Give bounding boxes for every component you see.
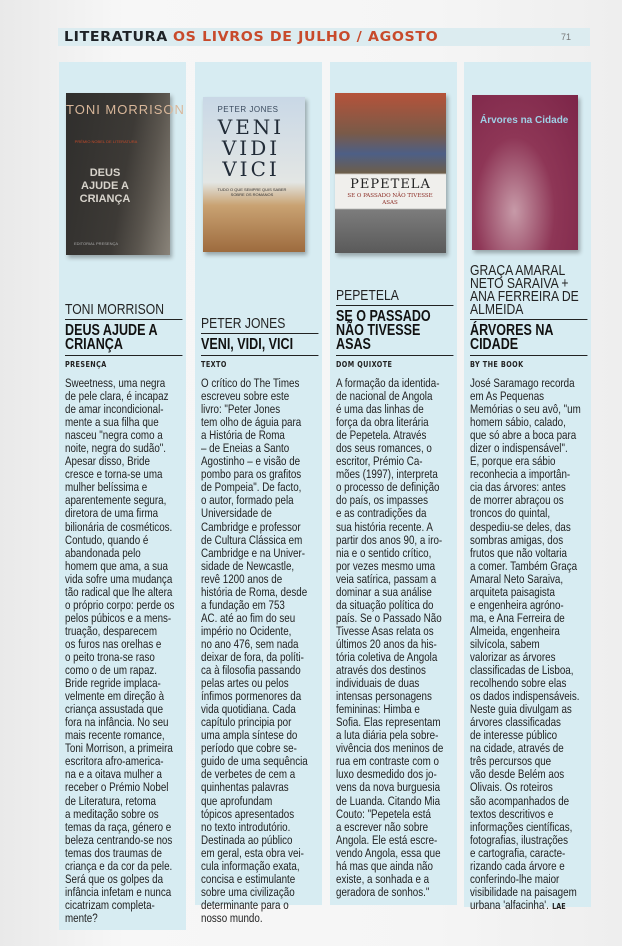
text-line: visibilidade na paisagem — [470, 884, 577, 899]
text-line: mente a sua filha que — [65, 415, 159, 430]
cover-subtitle: TUDO O QUE SEMPRE QUIS SABER SOBRE OS ROMANOS — [217, 187, 287, 197]
text-line: a escrever não sobre — [336, 819, 429, 834]
text-line: determinante para o — [201, 897, 289, 912]
text-line: criança e da cor da pele. — [65, 858, 173, 873]
text-line: Couto: "Pepetela está — [336, 806, 431, 821]
text-line: – de Eneias a Santo — [201, 441, 290, 456]
text-line: dos seus romances, o — [336, 441, 432, 456]
book-title: ÁRVORES NA CIDADE — [470, 320, 587, 356]
text-line: do país, os impasses — [336, 493, 429, 508]
text-line: ma, e Ana Ferreira de — [470, 610, 565, 625]
page-number: 71 — [561, 32, 572, 42]
cover-title: DEUS AJUDE A CRIANÇA — [79, 167, 131, 205]
text-line: concisa e estimulante — [201, 871, 296, 886]
text-line: são acompanhados de — [470, 793, 570, 808]
text-line: de nacional de Angola — [336, 389, 433, 404]
text-line: valorizar as árvores — [470, 649, 556, 664]
text-line: cicatrizam completa- — [65, 897, 155, 912]
book-title: VENI, VIDI, VICI — [201, 334, 318, 356]
text-line: conferindo-lhe maior — [470, 871, 560, 886]
text-line: ca à filosofia passando — [201, 663, 301, 678]
text-line: sombras amigas, dos — [470, 532, 564, 547]
text-line: Agostinho – e visão de — [201, 454, 301, 469]
book-review-4 — [464, 62, 591, 912]
book-meta — [65, 258, 183, 370]
text-line: silvícola, sabem — [470, 636, 540, 651]
text-line: vens da nova burguesia — [336, 780, 441, 795]
review-text — [336, 377, 456, 899]
text-line: história de Roma, desde — [201, 584, 308, 599]
book-author: PEPETELA — [336, 289, 453, 306]
text-line: cula informação exata, — [201, 858, 300, 873]
text-line: criança assustada que — [65, 702, 164, 717]
text-line: tem olho de águia para — [201, 415, 302, 430]
text-line: veia satírica, passam a — [336, 571, 437, 586]
text-line: árvores classificadas — [470, 715, 561, 730]
book-cover — [203, 97, 305, 252]
text-line: diretora de uma firma — [65, 506, 159, 521]
book-review-1 — [59, 62, 186, 930]
text-line: de interesse público — [470, 728, 558, 743]
text-line: a luta diária pela sobre- — [336, 728, 439, 743]
text-line: aparentemente segura, — [65, 493, 167, 508]
review-text — [65, 377, 185, 925]
text-line: A formação da identida- — [336, 376, 440, 390]
section-title: OS LIVROS DE JULHO / AGOSTO — [173, 29, 439, 45]
text-line: dominar a sua análise — [336, 584, 432, 599]
text-line: mais recente romance, — [65, 728, 165, 743]
text-line: a comer. Também Graça — [470, 558, 578, 573]
text-line: infância infetam e nunca — [65, 884, 172, 899]
text-line: classificadas de Lisboa, — [470, 663, 574, 678]
book-meta — [336, 258, 454, 370]
text-line: Será que os golpes da — [65, 871, 164, 886]
text-line: de pele clara, é incapaz — [65, 389, 169, 404]
text-line: rizando cada árvore e — [470, 858, 565, 873]
text-line: nia e o sentido crítico, — [336, 545, 432, 560]
text-line: a meditação sobre os — [65, 806, 159, 821]
cover-publisher: EDITORIAL PRESENÇA — [74, 241, 119, 246]
text-line: cresce e torna-se uma — [65, 467, 163, 482]
text-line: dizer o indispensável". — [470, 441, 568, 456]
text-line: período que cobre se- — [201, 741, 297, 756]
text-line: rua em contraste com o — [336, 754, 439, 769]
cover-author: TONI MORRISON — [66, 102, 185, 117]
book-review-3 — [330, 62, 457, 905]
text-line: bilionária de cosméticos. — [65, 519, 173, 534]
cover-title: SE O PASSADO NÃO TIVESSE ASAS — [347, 193, 433, 206]
text-line: despediu-se deles, das — [470, 519, 571, 534]
text-line: Sofia. Elas representam — [336, 715, 441, 730]
book-meta — [201, 258, 319, 370]
text-line: no ano 476, sem nada — [201, 636, 299, 651]
review-text — [470, 377, 590, 913]
book-publisher: TEXTO — [201, 360, 227, 369]
text-line: é uma das linhas de — [336, 402, 424, 417]
text-line: Apesar disso, Bride — [65, 454, 150, 469]
text-line: pelos púbicos e a mens- — [65, 610, 172, 625]
book-cover — [66, 93, 185, 255]
text-line: Cambridge e professor — [201, 519, 301, 534]
text-line: de morrer abraçou os — [470, 493, 564, 508]
book-publisher: PRESENÇA — [65, 360, 107, 369]
text-line: velmente em direção à — [65, 689, 165, 704]
text-line: escreveu sobre este — [201, 389, 290, 404]
text-line: em As Pequenas — [470, 389, 545, 404]
cover-author: PEPETELA — [350, 177, 431, 192]
text-line: fora na infância. No seu — [65, 715, 169, 730]
text-line: e as contradições da — [336, 506, 427, 521]
text-line: AC. até ao fim do seu — [201, 610, 296, 625]
text-line: em geral, esta obra vei- — [201, 845, 304, 860]
text-line: pelas artes ou pelos — [201, 676, 289, 691]
text-line: arquiteta paisagista — [470, 584, 555, 599]
text-line: vão desde Belém aos — [470, 767, 565, 782]
review-text — [201, 377, 321, 925]
text-line: Sweetness, uma negra — [65, 376, 166, 390]
book-publisher: BY THE BOOK — [470, 360, 524, 369]
text-line: de verbetes de cem a — [201, 767, 296, 782]
text-line: mões (1997), interpreta — [336, 467, 438, 482]
text-line: frutos que não voltaria — [470, 545, 567, 560]
text-line: Cambridge e na Univer- — [201, 545, 305, 560]
text-line: abandonada pelo — [65, 545, 141, 560]
text-line: uma ampla síntese do — [201, 728, 298, 743]
section-header — [58, 28, 590, 46]
cover-title: VENI VIDI VICI — [217, 115, 285, 181]
text-line: beleza centrando-se nos — [65, 832, 173, 847]
text-line: Angola. Ele está escre- — [336, 832, 438, 847]
text-line: vida quotidiana. Cada — [201, 702, 296, 717]
text-line: três percursos que — [470, 754, 552, 769]
text-line: através dos destinos — [336, 663, 426, 678]
text-line: reconhecia a importân- — [470, 467, 571, 482]
text-line: na e a oitava mulher a — [65, 767, 162, 782]
text-line: luxo desmedido dos jo- — [336, 767, 437, 782]
text-line: de Cultura Clássica em — [201, 532, 303, 547]
text-line: mulher belíssima e — [65, 480, 148, 495]
text-line: Amaral Neto Saraiva, — [470, 571, 564, 586]
text-line: vida sofre uma mudança — [65, 571, 173, 586]
text-line: que só abre a boca para — [470, 428, 577, 443]
text-line: e engenheira agróno- — [470, 597, 564, 612]
text-line: os dados indispensáveis. — [470, 689, 580, 704]
text-line: Olivais. Os roteiros — [470, 780, 553, 795]
book-author: TONI MORRISON — [65, 303, 182, 320]
text-line: de Luanda. Citando Mia — [336, 793, 441, 808]
text-line: Almeida, engenheira — [470, 623, 560, 638]
text-line: revê 1200 anos de — [201, 571, 283, 586]
book-cover — [472, 95, 578, 250]
text-line: nosso mundo. — [201, 910, 263, 925]
text-line: receber o Prémio Nobel — [65, 780, 169, 795]
text-line: individuais de duas — [336, 676, 420, 691]
text-line: intensas personagens — [336, 689, 432, 704]
text-line: temas da raça, género e — [65, 819, 172, 834]
text-line: fotografias, ilustrações — [470, 832, 569, 847]
book-title: SE O PASSADO NÃO TIVESSE ASAS — [336, 306, 453, 356]
text-line: urbana 'alfacinha'. — [470, 897, 549, 912]
text-line: últimos 20 anos da his- — [336, 636, 437, 651]
text-line: Bride regride implaca- — [65, 676, 161, 691]
text-line: o autor, formado pela — [201, 493, 294, 508]
text-line: Memórias o seu avô, "um — [470, 402, 581, 417]
text-line: cia das árvores: antes — [470, 480, 566, 495]
text-line: tória coletiva de Angola — [336, 649, 438, 664]
book-author: PETER JONES — [201, 317, 318, 334]
cover-award: PRÉMIO NOBEL DE LITERATURA — [74, 139, 138, 144]
book-meta — [470, 258, 588, 370]
text-line: ínfimos pormenores da — [201, 689, 302, 704]
text-line: e cartografia, caracte- — [470, 845, 566, 860]
text-line: quinhentas palavras — [201, 780, 289, 795]
text-line: país. Se o Passado Não — [336, 610, 442, 625]
book-author: GRAÇA AMARAL NETO SARAIVA + ANA FERREIRA DE ALMEIDA — [470, 264, 587, 320]
cover-title: Árvores na Cidade — [480, 115, 569, 126]
text-line: sobre uma civilização — [201, 884, 295, 899]
text-line: Tivesse Asas relata os — [336, 623, 434, 638]
text-line: femininas: Himba e — [336, 702, 420, 717]
text-line: a fundação em 753 — [201, 597, 285, 612]
text-line: existe, a sonhada e a — [336, 871, 430, 886]
book-title: DEUS AJUDE A CRIANÇA — [65, 320, 182, 356]
text-line: escritora afro-america- — [65, 754, 164, 769]
text-line: escritor, Prémio Ca- — [336, 454, 423, 469]
text-line: troncos do quintal, — [470, 506, 551, 521]
text-line: de Pompeia". De facto, — [201, 480, 302, 495]
text-line: informações científicas, — [470, 819, 573, 834]
text-line: na cidade, através de — [470, 741, 564, 756]
text-line: o próprio corpo: perde os — [65, 597, 175, 612]
text-line: pombo para os grafitos — [201, 467, 302, 482]
text-line: no texto introdutório. — [201, 819, 291, 834]
cover-author: PETER JONES — [217, 105, 279, 114]
author-signature: LAE — [552, 901, 566, 911]
text-line: mente? — [65, 910, 98, 925]
text-line: tópicos apresentados — [201, 806, 295, 821]
text-line: truação, desparecem — [65, 623, 158, 638]
book-cover — [335, 93, 446, 253]
text-line: Toni Morrison, a primeira — [65, 741, 173, 756]
text-line: guido de uma sequência — [201, 754, 308, 769]
text-line: sua história recente. A — [336, 519, 433, 534]
text-line: recolhendo sobre elas — [470, 676, 567, 691]
book-review-2 — [195, 62, 322, 925]
text-line: capítulo principia por — [201, 715, 292, 730]
text-line: Neste guia divulgam as — [470, 702, 572, 717]
text-line: livro: "Peter Jones — [201, 402, 281, 417]
text-line: os furos nas orelhas e — [65, 636, 162, 651]
text-line: geradora de sonhos." — [336, 884, 430, 899]
text-line: o processo de definição — [336, 480, 440, 495]
text-line: partir dos anos 90, a iro- — [336, 532, 443, 547]
text-line: a História de Roma — [201, 428, 285, 443]
book-publisher: DOM QUIXOTE — [336, 360, 393, 369]
text-line: o peito trona-se raso — [65, 649, 155, 664]
text-line: temas dos traumas de — [65, 845, 162, 860]
text-line: que aprofundam — [201, 793, 273, 808]
text-line: Contudo, quando é — [65, 532, 149, 547]
text-line: homem que ama, a sua — [65, 558, 168, 573]
text-line: como o de um rapaz. — [65, 663, 158, 678]
text-line: Universidade de — [201, 506, 272, 521]
text-line: sidade de Newcastle, — [201, 558, 295, 573]
text-line: nasceu "negra como a — [65, 428, 163, 443]
text-line: Destinada ao público — [201, 832, 293, 847]
text-line: E, porque era sábio — [470, 454, 556, 469]
section-label: LITERATURA — [64, 29, 168, 45]
text-line: textos descritivos e — [470, 806, 554, 821]
text-line: deixar de fora, da políti- — [201, 649, 304, 664]
text-line: vendo Angola, essa que — [336, 845, 441, 860]
text-line: noite, negra do sudão". — [65, 441, 166, 456]
text-line: homem sábio, calado, — [470, 415, 566, 430]
text-line: por vezes mesmo uma — [336, 558, 436, 573]
text-line: de amar incondicional- — [65, 402, 164, 417]
text-line: há mas que ainda não — [336, 858, 433, 873]
text-line: vivência dos meninos de — [336, 741, 444, 756]
text-line: tão radical que lhe altera — [65, 584, 173, 599]
text-line: império no Ocidente, — [201, 623, 292, 638]
text-line: de Pepetela. Através — [336, 428, 427, 443]
text-line: José Saramago recorda — [470, 376, 575, 390]
text-line: da situação política do — [336, 597, 434, 612]
text-line: força da obra literária — [336, 415, 429, 430]
text-line: O crítico do The Times — [201, 376, 300, 390]
text-line: de Literatura, retoma — [65, 793, 156, 808]
